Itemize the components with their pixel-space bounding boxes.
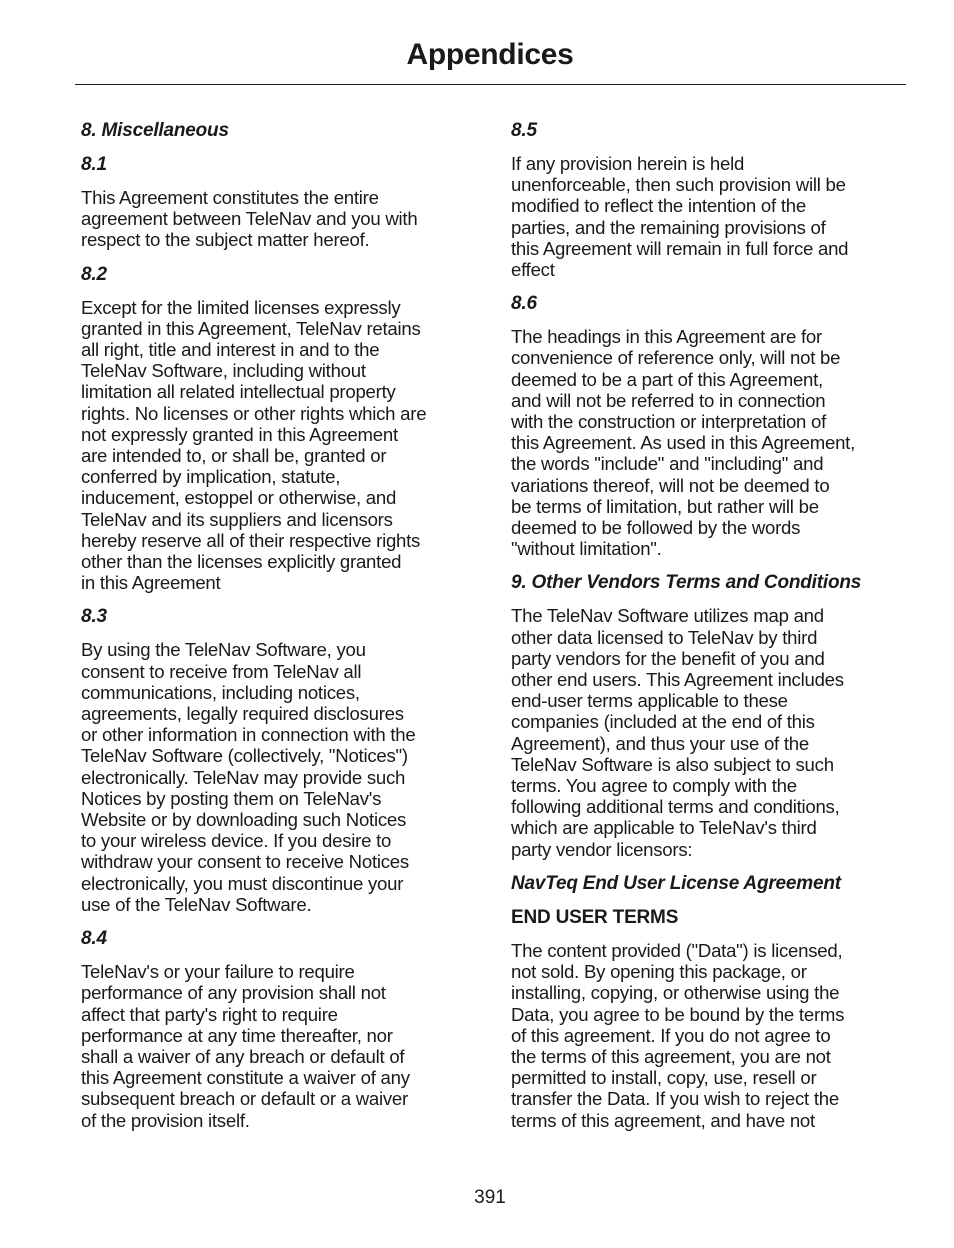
left-column: [81, 119, 473, 1143]
section-text-8-4: TeleNav's or your failure to require performance of any provision shall not affect that party's right to require performance at any time thereafter, nor shall a waiver of any breach or default of this Agreement constitute a waiver of any subsequent breach or default or a waiver of the provision itself.: [81, 961, 410, 1131]
section-text-8-1: This Agreement constitutes the entire agreement between TeleNav and you with respect to the subject matter hereof.: [81, 187, 418, 251]
section-heading-8-1: 8.1: [81, 154, 107, 175]
navteq-license-heading: NavTeq End User License Agreement: [511, 872, 841, 894]
page-number: 391: [474, 1187, 506, 1208]
title-divider: [75, 84, 906, 85]
section-heading-9: 9. Other Vendors Terms and Conditions: [511, 572, 862, 594]
section-heading-8-2: 8.2: [81, 263, 107, 285]
right-column: [511, 119, 903, 1143]
page-title: Appendices: [406, 38, 574, 71]
section-heading-8-3: 8.3: [81, 606, 107, 628]
section-heading-8: 8. Miscellaneous: [81, 120, 229, 141]
section-heading-8-6: 8.6: [511, 293, 537, 315]
section-text-8-5: If any provision herein is held unenforceable, then such provision will be modified to reflect the intention of the parties, and the remaining provisions of this Agreement will remain in full force and effect: [511, 153, 849, 281]
end-user-terms-heading: END USER TERMS: [511, 906, 679, 928]
section-text-8-2: Except for the limited licenses expressly granted in this Agreement, TeleNav retains all right, title and interest in and to the TeleNav Software, including without limitation all related intellectual property rights. No licenses or other rights which are not expressly granted in this Agreement are intended to, or shall be, granted or conferred by implication, statute, inducement, estoppel or otherwise, and TeleNav and its suppliers and licensors hereby reserve all of their respective rights other than the licenses explicitly granted in this Agreement: [81, 296, 427, 594]
section-text-9: The TeleNav Software utilizes map and other data licensed to TeleNav by third party vendors for the benefit of you and other end users. This Agreement includes end-user terms applicable to these companies (included at the end of this Agreement), and thus your use of the TeleNav Software is also subject to such terms. You agree to comply with the following additional terms and conditions, which are applicable to TeleNav's third party vendor licensors:: [511, 605, 844, 860]
section-text-8-6: The headings in this Agreement are for convenience of reference only, will not be deemed to be a part of this Agreement, and will not be referred to in connection with the construction or interpretation of this Agreement. As used in this Agreement, the words "include" and "including" and variations thereof, will not be deemed to be terms of limitation, but rather will be deemed to be followed by the words "without limitation".: [511, 326, 856, 560]
end-user-terms-text: The content provided ("Data") is licensed, not sold. By opening this package, or installing, copying, or otherwise using the Data, you agree to be bound by the terms of this agreement. If you do not agree to the terms of this agreement, you are not permitted to install, copy, use, resell or transfer the Data. If you wish to reject the terms of this agreement, and have not: [511, 939, 845, 1131]
section-heading-8-5: 8.5: [511, 120, 537, 141]
section-heading-8-4: 8.4: [81, 928, 107, 950]
section-text-8-3: By using the TeleNav Software, you consent to receive from TeleNav all communications, including notices, agreements, legally required disclosures or other information in connection with the TeleNav Software (collectively, "Notices") electronically. TeleNav may provide such Notices by posting them on TeleNav's Website or by downloading such Notices to your wireless device. If you desire to withdraw your consent to receive Notices electronically, you must discontinue your use of the TeleNav Software.: [81, 639, 416, 915]
